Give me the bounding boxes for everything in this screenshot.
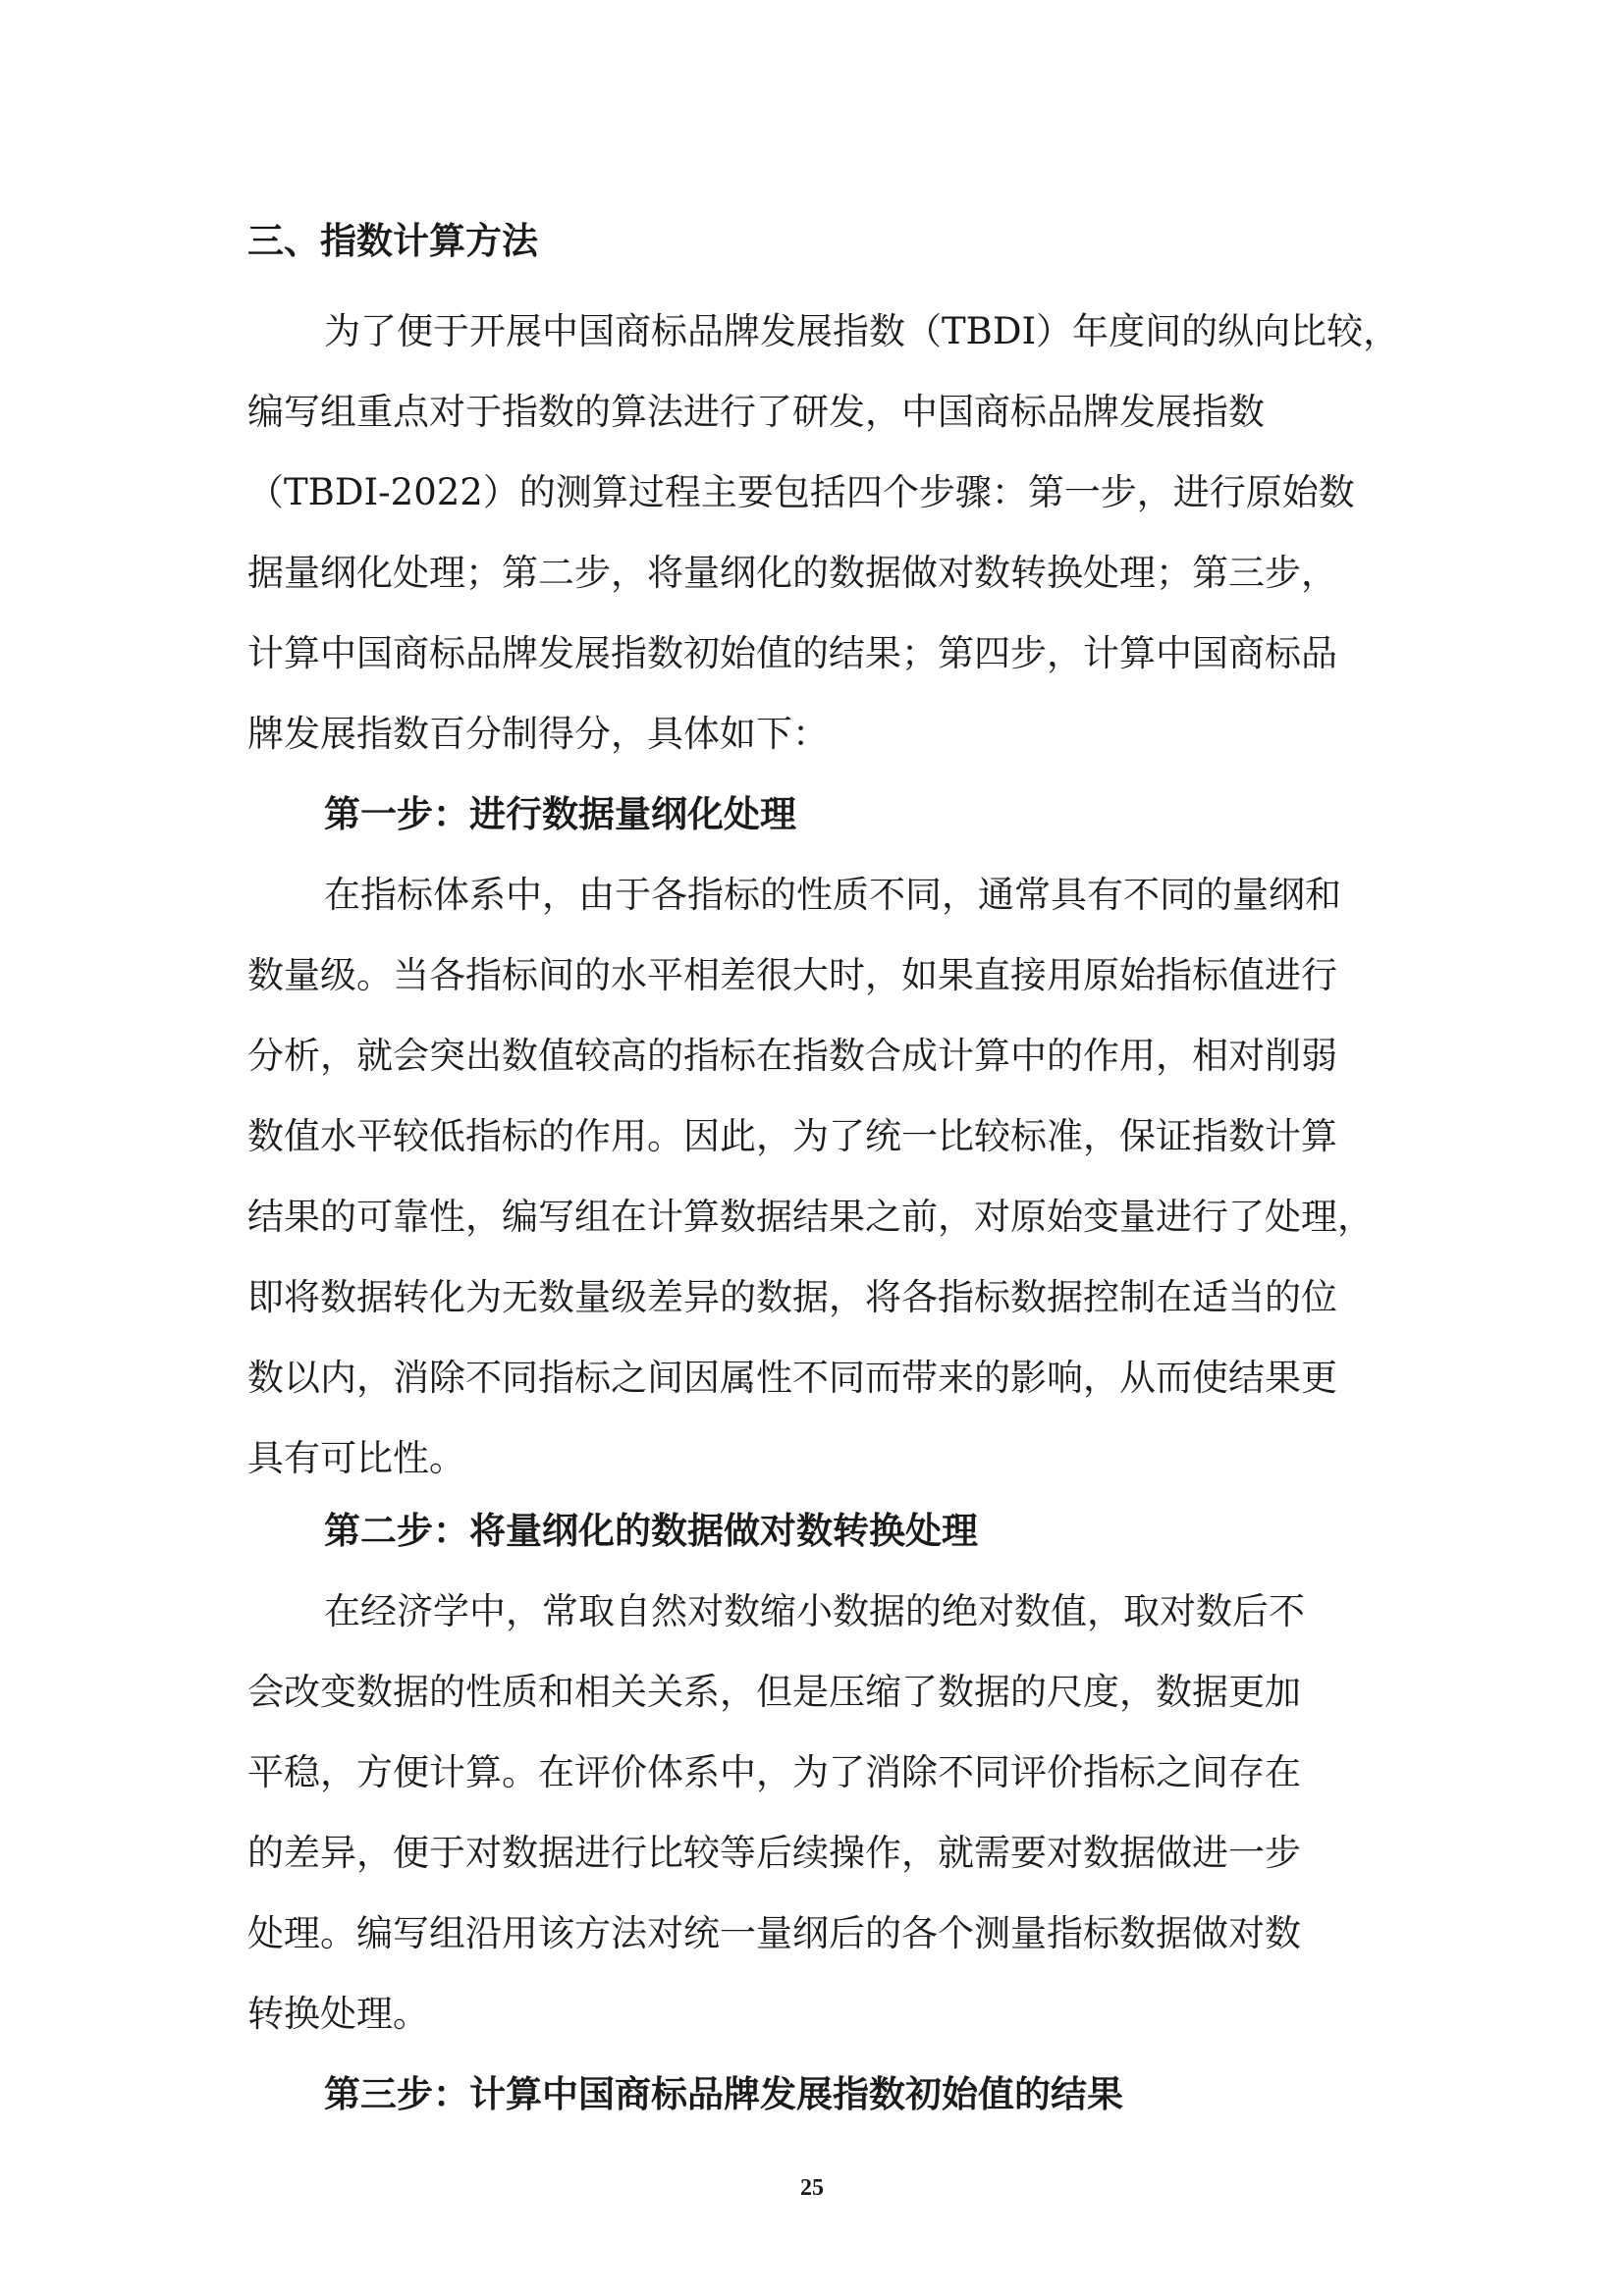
step1-line-8: 具有可比性。 (247, 1437, 465, 1479)
intro-line-6: 牌发展指数百分制得分，具体如下： (247, 713, 829, 755)
step1-line-4: 数值水平较低指标的作用。因此，为了统一比较标准，保证指数计算 (247, 1115, 1337, 1157)
step2-title: 第二步：将量纲化的数据做对数转换处理 (324, 1510, 978, 1552)
step2-line-4: 的差异，便于对数据进行比较等后续操作，就需要对数据做进一步 (247, 1832, 1301, 1874)
step1-line-7: 数以内，消除不同指标之间因属性不同而带来的影响，从而使结果更 (247, 1357, 1337, 1399)
intro-line-2: 编写组重点对于指数的算法进行了研发，中国商标品牌发展指数 (247, 391, 1265, 433)
step1-line-1: 在指标体系中，由于各指标的性质不同，通常具有不同的量纲和 (324, 874, 1341, 916)
section-heading: 三、指数计算方法 (247, 220, 538, 262)
step1-title: 第一步：进行数据量纲化处理 (324, 793, 796, 835)
step1-line-5: 结果的可靠性，编写组在计算数据结果之前，对原始变量进行了处理， (247, 1196, 1374, 1238)
intro-line-3: （TBDI-2022）的测算过程主要包括四个步骤：第一步，进行原始数 (247, 471, 1355, 513)
intro-line-5: 计算中国商标品牌发展指数初始值的结果；第四步，计算中国商标品 (247, 632, 1337, 674)
step1-line-6: 即将数据转化为无数量级差异的数据，将各指标数据控制在适当的位 (247, 1276, 1337, 1318)
step2-line-5: 处理。编写组沿用该方法对统一量纲后的各个测量指标数据做对数 (247, 1912, 1301, 1954)
page-number: 25 (800, 2175, 824, 2201)
intro-line-4: 据量纲化处理；第二步，将量纲化的数据做对数转换处理；第三步， (247, 552, 1337, 594)
step2-line-2: 会改变数据的性质和相关关系，但是压缩了数据的尺度，数据更加 (247, 1671, 1301, 1713)
step2-line-3: 平稳，方便计算。在评价体系中，为了消除不同评价指标之间存在 (247, 1751, 1301, 1793)
step1-line-2: 数量级。当各指标间的水平相差很大时，如果直接用原始指标值进行 (247, 954, 1337, 996)
intro-line-1: 为了便于开展中国商标品牌发展指数（TBDI）年度间的纵向比较， (324, 310, 1400, 352)
step2-line-1: 在经济学中，常取自然对数缩小数据的绝对数值，取对数后不 (324, 1590, 1305, 1632)
step2-line-6: 转换处理。 (247, 1993, 429, 2035)
step3-title: 第三步：计算中国商标品牌发展指数初始值的结果 (324, 2073, 1123, 2115)
step1-line-3: 分析，就会突出数值较高的指标在指数合成计算中的作用，相对削弱 (247, 1035, 1337, 1077)
